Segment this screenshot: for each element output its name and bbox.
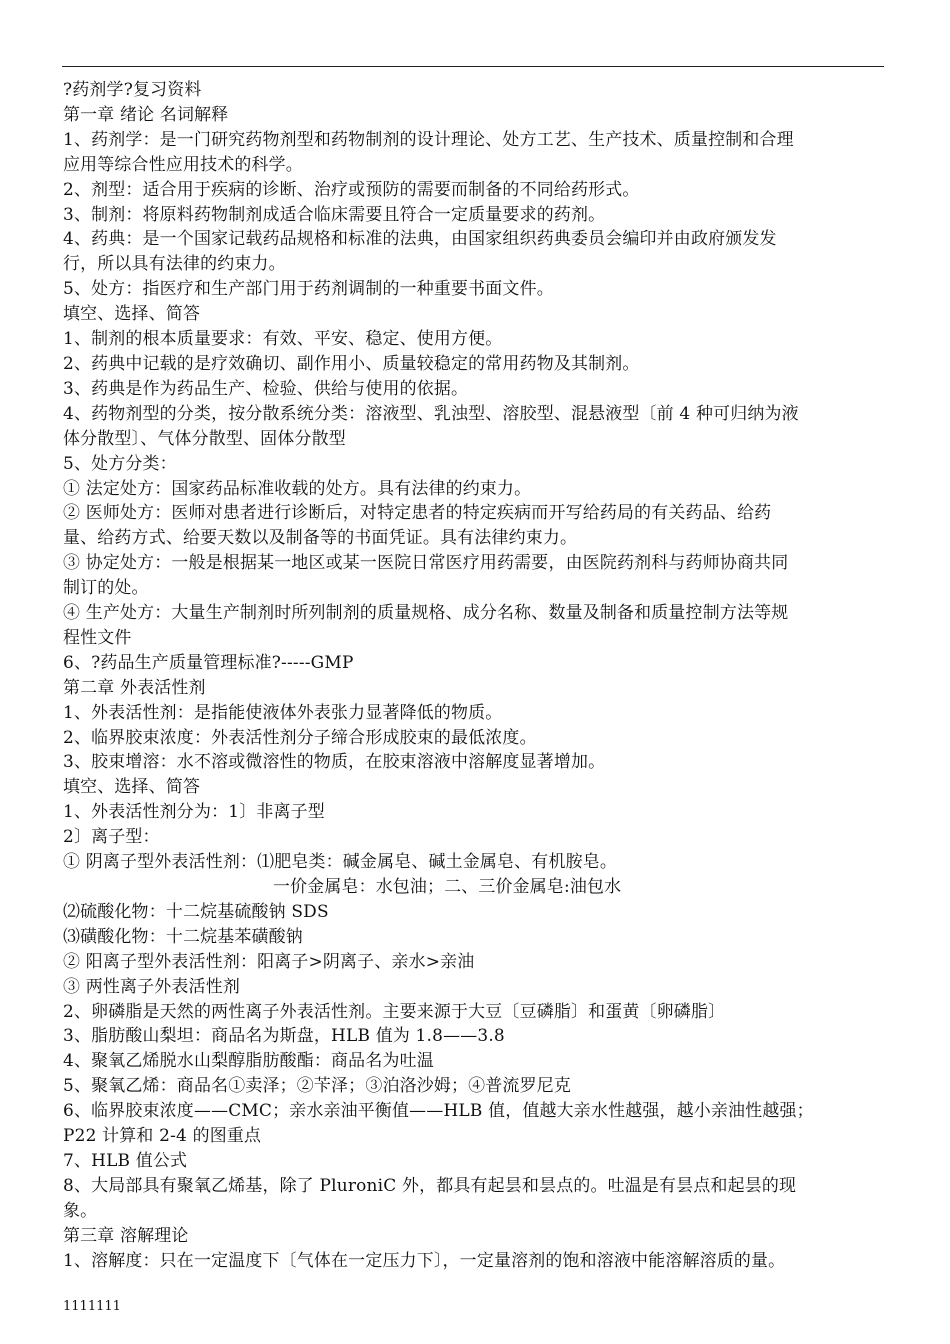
text-line: 象。 xyxy=(63,1200,98,1221)
section-heading: 填空、选择、简答 xyxy=(63,304,201,325)
text-line: ③ 协定处方：一般是根据某一地区或某一医院日常医疗用药需要，由医院药剂科与药师协商共同 xyxy=(63,553,789,574)
text-line: 4、聚氧乙烯脱水山梨醇脂肪酸酯：商品名为吐温 xyxy=(63,1051,434,1072)
text-line: 6、临界胶束浓度——CMC；亲水亲油平衡值——HLB 值，值越大亲水性越强，越小亲油性越强； xyxy=(63,1101,814,1122)
text-line: ⑶磺酸化物：十二烷基苯磺酸钠 xyxy=(63,926,303,947)
text-line-indented: 一价金属皂：水包油；二、三价金属皂:油包水 xyxy=(273,877,622,897)
text-line: 应用等综合性应用技术的科学。 xyxy=(63,154,303,175)
text-line: ④ 生产处方：大量生产制剂时所列制剂的质量规格、成分名称、数量及制备和质量控制方法等规 xyxy=(63,603,789,624)
text-line: 2〕离子型： xyxy=(63,827,160,848)
text-line: ② 医师处方：医师对患者进行诊断后，对特定患者的特定疾病而开写给药局的有关药品、给药 xyxy=(63,503,772,524)
text-line: 2、临界胶束浓度：外表活性剂分子缔合形成胶束的最低浓度。 xyxy=(63,727,537,748)
text-line: 2、剂型：适合用于疾病的诊断、治疗或预防的需要而制备的不同给药形式。 xyxy=(63,179,640,200)
text-line: 5、处方：指医疗和生产部门用于药剂调制的一种重要书面文件。 xyxy=(63,279,554,300)
text-line: 行，所以具有法律的约束力。 xyxy=(63,254,286,275)
chapter-heading: 第二章 外表活性剂 xyxy=(63,677,206,698)
text-line: ⑵硫酸化物：十二烷基硫酸钠 SDS xyxy=(63,901,329,922)
text-line: 6、?药品生产质量管理标准?-----GMP xyxy=(63,652,354,673)
chapter-heading: 第一章 绪论 名词解释 xyxy=(63,104,229,125)
text-line: 3、药典是作为药品生产、检验、供给与使用的依据。 xyxy=(63,378,469,399)
text-line: ① 阴离子型外表活性剂：⑴肥皂类：碱金属皂、碱土金属皂、有机胺皂。 xyxy=(63,852,618,873)
text-line: 1、溶解度：只在一定温度下〔气体在一定压力下〕，一定量溶剂的饱和溶液中能溶解溶质的量。 xyxy=(63,1250,786,1271)
chapter-heading: 第三章 溶解理论 xyxy=(63,1225,189,1246)
text-line: 1、药剂学：是一门研究药物剂型和药物制剂的设计理论、处方工艺、生产技术、质量控制和合理 xyxy=(63,129,794,150)
text-line: 制订的处。 xyxy=(63,578,149,599)
text-line: 1、外表活性剂：是指能使液体外表张力显著降低的物质。 xyxy=(63,702,503,723)
text-line: 1、外表活性剂分为：1〕非离子型 xyxy=(63,802,325,823)
text-line: 3、制剂：将原料药物制剂成适合临床需要且符合一定质量要求的药剂。 xyxy=(63,204,606,225)
doc-title: ?药剂学?复习资料 xyxy=(63,80,202,100)
section-heading: 填空、选择、简答 xyxy=(63,777,201,798)
text-line: 7、HLB 值公式 xyxy=(63,1150,188,1171)
page-footer: 1111111 xyxy=(63,1299,121,1314)
text-line: 3、胶束增溶：水不溶或微溶性的物质，在胶束溶液中溶解度显著增加。 xyxy=(63,752,606,773)
text-line: 3、脂肪酸山梨坦：商品名为斯盘，HLB 值为 1.8——3.8 xyxy=(63,1026,505,1047)
text-line: 1、制剂的根本质量要求：有效、平安、稳定、使用方便。 xyxy=(63,329,503,350)
text-line: 量、给药方式、给要天数以及制备等的书面凭证。具有法律约束力。 xyxy=(63,528,578,549)
top-rule xyxy=(62,66,884,67)
text-line: ③ 两性离子外表活性剂 xyxy=(63,976,240,997)
text-line: ① 法定处方：国家药品标准收载的处方。具有法律的约束力。 xyxy=(63,478,532,499)
text-line: 2、药典中记载的是疗效确切、副作用小、质量较稳定的常用药物及其制剂。 xyxy=(63,353,640,374)
text-line: P22 计算和 2-4 的图重点 xyxy=(63,1126,262,1147)
document-body xyxy=(63,78,888,1274)
text-line: 体分散型〕、气体分散型、固体分散型 xyxy=(63,428,346,449)
text-line: 4、药典：是一个国家记载药品规格和标准的法典，由国家组织药典委员会编印并由政府颁发发 xyxy=(63,229,777,250)
text-line: 5、处方分类： xyxy=(63,453,177,474)
text-line: 8、大局部具有聚氧乙烯基，除了 PluroniC 外，都具有起昙和昙点的。吐温是有昙点和起昙的现 xyxy=(63,1175,797,1196)
text-line: ② 阳离子型外表活性剂：阳离子>阴离子、亲水>亲油 xyxy=(63,951,475,972)
text-line: 程性文件 xyxy=(63,627,132,648)
text-line: 4、药物剂型的分类，按分散系统分类：溶液型、乳浊型、溶胶型、混悬液型〔前 4 种可归纳为液 xyxy=(63,403,799,424)
text-line: 5、聚氧乙烯：商品名①卖泽；②苄泽；③泊洛沙姆；④普流罗尼克 xyxy=(63,1076,571,1097)
text-line: 2、卵磷脂是天然的两性离子外表活性剂。主要来源于大豆〔豆磷脂〕和蛋黄〔卵磷脂〕 xyxy=(63,1001,726,1022)
